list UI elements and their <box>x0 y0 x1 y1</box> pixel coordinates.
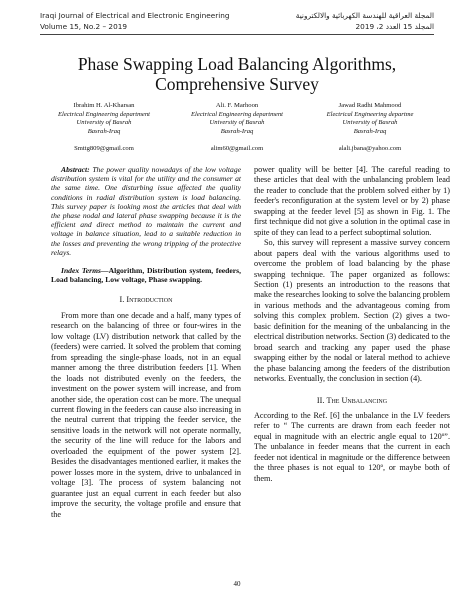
journal-volume-arabic: المجلد 15 العدد 2، 2019 <box>355 21 434 31</box>
author-1 <box>40 102 168 154</box>
author-city: Basrah-Iraq <box>353 128 387 136</box>
paper-title-line-2: Comprehensive Survey <box>155 74 319 94</box>
journal-header-arabic <box>296 11 434 32</box>
author-email[interactable]: Smttg809@gmail.com <box>74 144 134 152</box>
body-paragraph-continued: power quality will be better [4]. The careful reading to these articles that deal with the unbalancing problem lead the reader to conclude that the problem solved either by 1) feeder's reconfiguration at the system level or by 2) phase swapping at the feeder level [5] as shown in Fig. 1. The first technique did not give a solution in the optimal case in spite of they can lead to a perfect suboptimal solution. <box>254 165 450 237</box>
author-email[interactable]: alali.jbana@yahoo.com <box>338 144 402 152</box>
author-block <box>40 102 434 154</box>
author-name: Jawad Radhi Mahmood <box>338 102 402 109</box>
body-paragraph: So, this survey will represent a massive survey concern about papers deal with the various algorithms used to overcome the problem of load balancing by the phase swapping technique. The paper organized as follows: Section (1) presents an introduction to the reasons that make the researches looking to solve the balancing problem in various methods and the advantageous coming from solving this complex problem. Section (2) gives a two-basic definition for the meaning of the unbalancing in the electrical distribution networks. Section (3) dedicated to the broad search and tracking any paper used the phase swapping either by the nodal or lateral method to achieve the phase balancing among the feeders of the distribution networks. Eventually, the conclusion in section (4). <box>254 238 450 384</box>
abstract-text: The power quality nowadays of the low voltage distribution system is vital for the utility and the consumer at the same time. One disturbing issue affected the quality conditions in radial distribution system is load balancing. This survey paper is looking most the articles that deal with the phase nodal and lateral phase swapping because it is the efficient and direct method to maintain the current and voltage in balance situation, lead to a suitable reduction in the losses and preventing the wrong tripping of the protective relays. <box>51 165 241 257</box>
section-heading-unbalancing <box>254 396 450 406</box>
journal-volume-english: Volume 15, No.2 – 2019 <box>40 21 127 31</box>
author-university: University of Basrah <box>76 119 132 127</box>
section-number: II. <box>316 395 325 405</box>
right-column <box>254 165 450 484</box>
paper-title-line-1: Phase Swapping Load Balancing Algorithms, <box>77 54 397 74</box>
author-university: University of Basrah <box>209 119 265 127</box>
abstract-label: Abstract: <box>61 165 90 174</box>
section-title: Introduction <box>126 295 173 305</box>
journal-name-english: Iraqi Journal of Electrical and Electronic Engineering <box>40 11 230 20</box>
section-number: I. <box>119 295 125 305</box>
paper-title <box>30 54 444 94</box>
author-email[interactable]: alim60@gmail.com <box>210 144 264 152</box>
journal-header-english <box>40 11 229 32</box>
section-title: The Unbalancing <box>326 395 388 405</box>
header-divider <box>40 34 434 35</box>
left-column <box>51 165 241 520</box>
page-number: 40 <box>233 580 241 588</box>
author-department: Electrical Engineering departme <box>326 110 414 118</box>
author-department: Electrical Engineering department <box>191 110 283 118</box>
abstract <box>51 165 241 257</box>
author-3 <box>306 102 434 154</box>
introduction-paragraph: From more than one decade and a half, many types of research on the balancing of three or four-wires in the low voltage (LV) distribution network that called by the (feeders) were carried. It solved the problem that coming from spreading the single-phase loads, not in an equal manner among the three distribution feeders [1]. When the loads not distributed evenly on the feeders, the investment on the power system will increase, and from another side, the operation cost can be more. The unequal current flowing in the feeders can cause also increasing in the neutral current that tripping the feeder service, the sensitive loads in the network will not operate normally, the security of the line will reduce for the labors and overloaded the equipment of the power system [2]. Besides the disadvantages mentioned earlier, it makes the power losses more in the system, drive to unbalanced in voltage [3]. The process of system balancing not guarantee just an equal current in each feeder but also improve the security, the voltage profile and ensure that the <box>51 310 241 519</box>
author-department: Electrical Engineering department <box>58 110 150 118</box>
author-2 <box>173 102 301 154</box>
author-city: Basrah-Iraq <box>220 128 254 136</box>
index-terms-label: Index Terms— <box>61 266 109 276</box>
author-name: Ali. F. Marhoon <box>215 102 259 109</box>
journal-name-arabic: المجلة العراقية للهندسة الكهربائية والالكترونية <box>295 11 434 20</box>
author-city: Basrah-Iraq <box>87 128 121 136</box>
unbalancing-paragraph: According to the Ref. [6] the unbalance in the LV feeders refer to “ The currents are drawn from each feeder not equal in magnitude with an electric angle equal to 120º”. The unbalance in feeder means that the current in each feeder not identical in magnitude or the difference between the three phases is not equal to 120º, or maybe both of them. <box>254 410 450 483</box>
author-university: University of Basrah <box>342 119 398 127</box>
author-name: Ibrahim H. Al-Kharsan <box>73 102 135 109</box>
section-heading-introduction <box>51 295 241 305</box>
index-terms <box>51 266 241 284</box>
index-terms-text: Algorithm, Distribution system, feeders, Load balancing, Low voltage, Phase swapping. <box>51 266 241 285</box>
